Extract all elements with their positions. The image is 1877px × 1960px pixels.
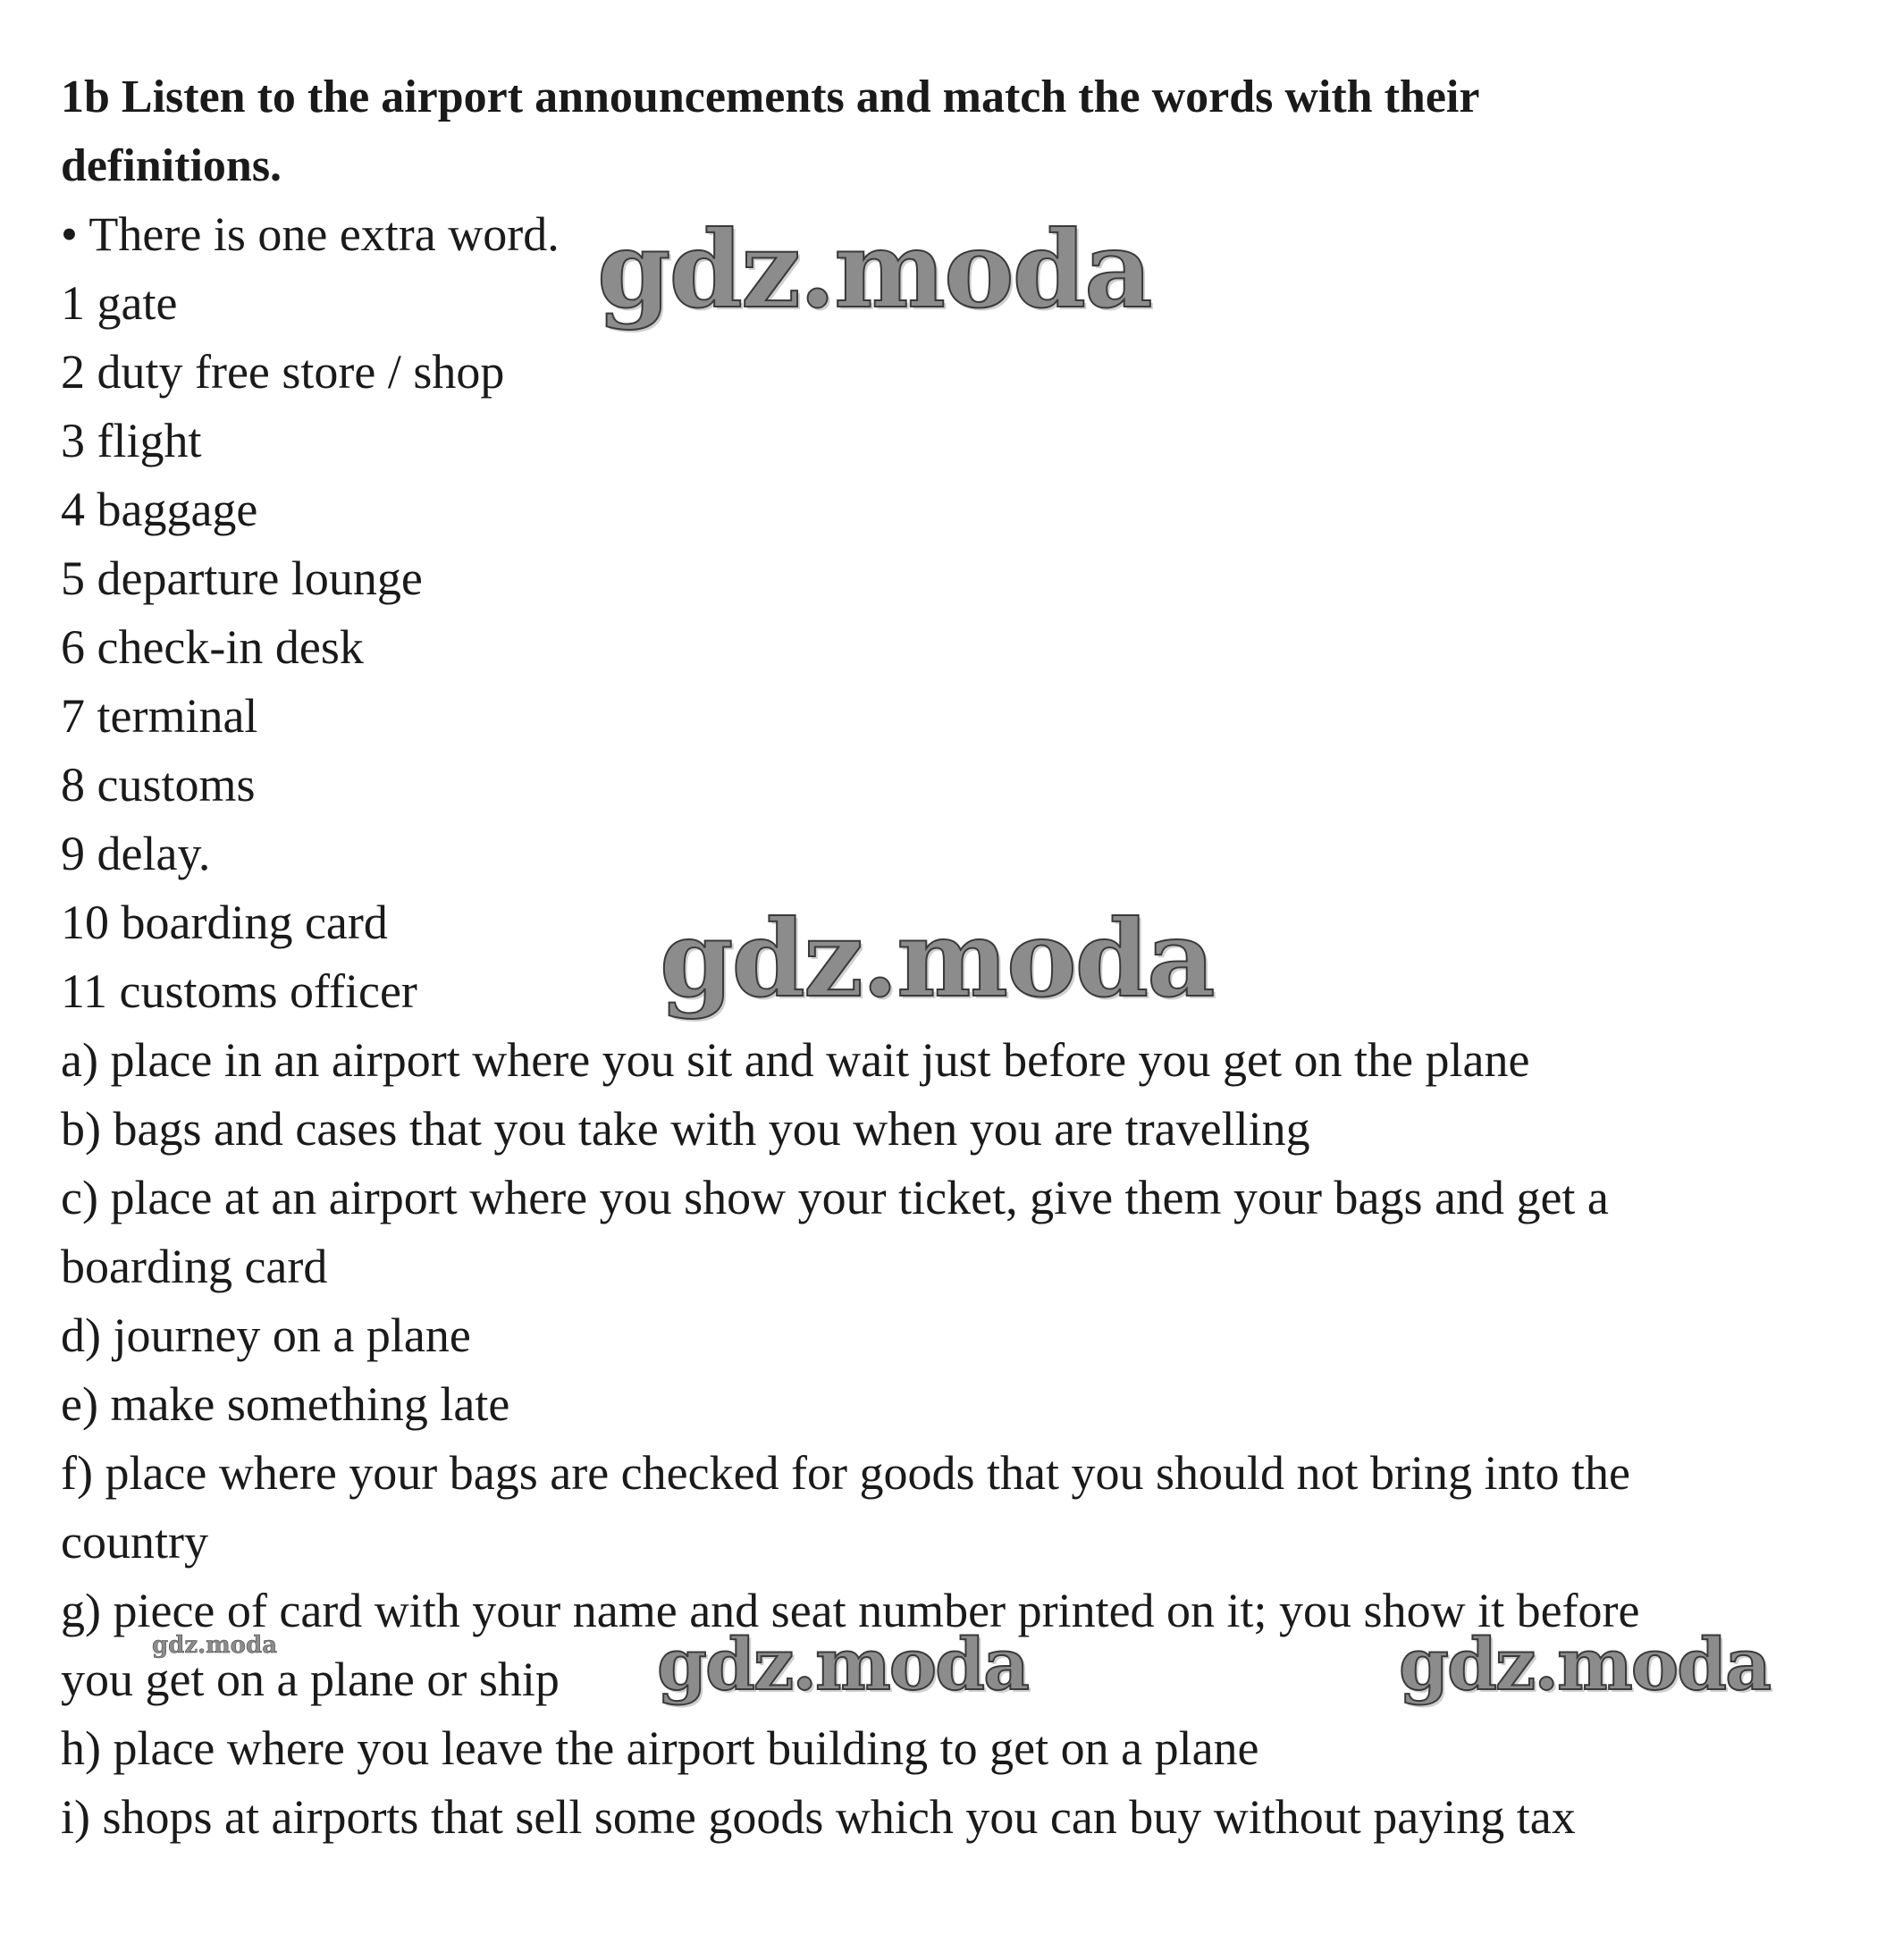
word-item: 6 check-in desk xyxy=(61,620,364,674)
definition-item: c) place at an airport where you show your ticket, give them your bags and get a xyxy=(61,1171,1609,1224)
word-item: 5 departure lounge xyxy=(61,551,423,605)
word-item: 7 terminal xyxy=(61,689,258,743)
exercise-instruction: • There is one extra word. xyxy=(61,207,560,261)
definition-item: g) piece of card with your name and seat number printed on it; you show it before xyxy=(61,1584,1640,1637)
definition-item: e) make something late xyxy=(61,1377,510,1431)
exercise-title-line-2: definitions. xyxy=(61,140,282,191)
watermark-logo: gdz.moda xyxy=(657,1622,1028,1706)
definition-item-continuation: you get on a plane or ship xyxy=(61,1653,560,1706)
definition-item: a) place in an airport where you sit and wait just before you get on the plane xyxy=(61,1033,1530,1087)
word-item: 3 flight xyxy=(61,414,202,467)
word-item: 1 gate xyxy=(61,276,178,330)
watermark-logo: gdz.moda xyxy=(597,207,1151,332)
word-item: 4 baggage xyxy=(61,483,258,536)
word-item: 11 customs officer xyxy=(61,964,417,1018)
definition-item: f) place where your bags are checked for goods that you should not bring into the xyxy=(61,1446,1630,1500)
watermark-logo: gdz.moda xyxy=(1399,1622,1770,1706)
word-item: 2 duty free store / shop xyxy=(61,345,505,399)
watermark-logo: gdz.moda xyxy=(660,896,1214,1021)
word-item: 8 customs xyxy=(61,758,256,812)
definition-item: d) journey on a plane xyxy=(61,1308,471,1362)
word-item: 10 boarding card xyxy=(61,896,388,949)
definition-item: b) bags and cases that you take with you when you are travelling xyxy=(61,1102,1310,1156)
word-item: 9 delay. xyxy=(61,827,211,880)
definition-item-continuation: country xyxy=(61,1515,208,1569)
exercise-title-line-1: 1b Listen to the airport announcements and match the words with their xyxy=(61,72,1480,122)
definition-item: i) shops at airports that sell some goods which you can buy without paying tax xyxy=(61,1790,1576,1844)
definition-item-continuation: boarding card xyxy=(61,1240,328,1293)
definition-item: h) place where you leave the airport building to get on a plane xyxy=(61,1721,1259,1775)
watermark-logo-small: gdz.moda xyxy=(152,1632,278,1659)
